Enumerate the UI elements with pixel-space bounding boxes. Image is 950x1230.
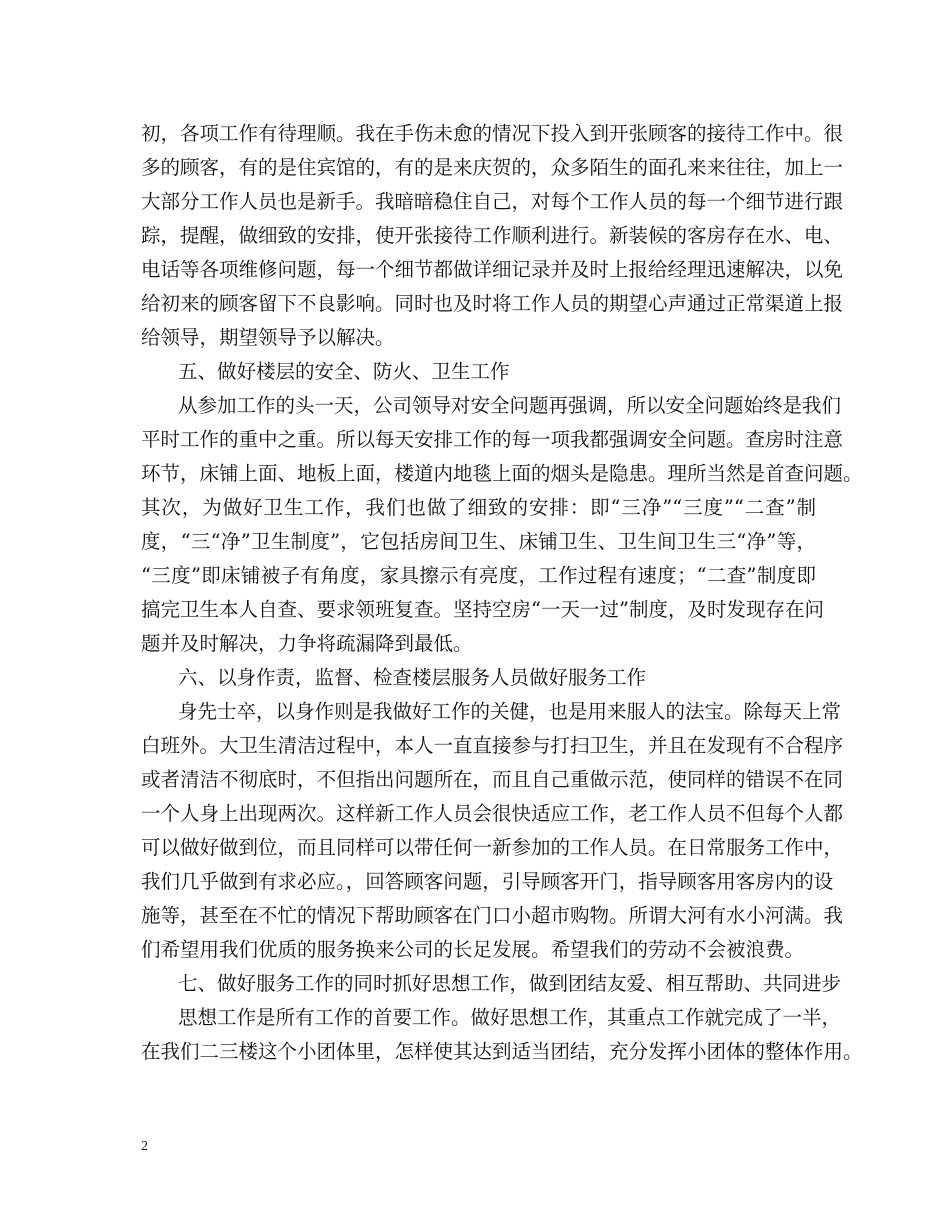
text-line: “三度”即床铺被子有角度，家具擦示有亮度，工作过程有速度；“二查”制度即 <box>141 564 816 587</box>
text-line: 给领导，期望领导予以解决。 <box>141 326 395 349</box>
text-line: 从参加工作的头一天，公司领导对安全问题再强调，所以安全问题始终是我们 <box>178 394 842 417</box>
text-line: 踪，提醒，做细致的安排，使开张接待工作顺利进行。新装候的客房存在水、电、 <box>141 224 844 247</box>
text-line: 身先士卒，以身作则是我做好工作的关健，也是用来服人的法宝。除每天上常 <box>178 700 842 723</box>
section-heading: 六、以身作责，监督、检查楼层服务人员做好服务工作 <box>178 666 647 689</box>
section-heading: 五、做好楼层的安全、防火、卫生工作 <box>178 360 510 383</box>
text-line: 搞完卫生本人自查、要求领班复查。坚持空房“一天一过”制度，及时发现存在问 <box>141 598 824 621</box>
text-line: 一个人身上出现两次。这样新工作人员会很快适应工作，老工作人员不但每个人都 <box>141 802 844 825</box>
text-line: 电话等各项维修问题，每一个细节都做详细记录并及时上报给经理迅速解决，以免 <box>141 258 844 281</box>
text-line: 们希望用我们优质的服务换来公司的长足发展。希望我们的劳动不会被浪费。 <box>141 938 805 961</box>
text-line: 在我们二三楼这个小团体里，怎样使其达到适当团结，充分发挥小团体的整体作用。 <box>141 1040 863 1063</box>
text-line: 施等，甚至在不忙的情况下帮助顾客在门口小超市购物。所谓大河有水小河满。我 <box>141 904 844 927</box>
text-line: 度，“三“净”卫生制度”，它包括房间卫生、床铺卫生、卫生间卫生三“净”等， <box>141 530 816 553</box>
page-number: 2 <box>141 1139 148 1154</box>
text-line: 大部分工作人员也是新手。我暗暗稳住自己，对每个工作人员的每一个细节进行跟 <box>141 190 844 213</box>
text-line: 其次，为做好卫生工作，我们也做了细致的安排：即“三净”“三度”“二查”制 <box>141 496 816 519</box>
text-line: 平时工作的重中之重。所以每天安排工作的每一项我都强调安全问题。查房时注意 <box>141 428 844 451</box>
text-line: 可以做好做到位，而且同样可以带任何一新参加的工作人员。在日常服务工作中， <box>141 836 844 859</box>
text-line: 白班外。大卫生清洁过程中，本人一直直接参与打扫卫生，并且在发现有不合程序 <box>141 734 844 757</box>
text-line: 环节，床铺上面、地板上面，楼道内地毯上面的烟头是隐患。理所当然是首查问题。 <box>141 462 863 485</box>
text-line: 题并及时解决，力争将疏漏降到最低。 <box>141 632 473 655</box>
text-line: 思想工作是所有工作的首要工作。做好思想工作，其重点工作就完成了一半， <box>178 1006 842 1029</box>
text-line: 给初来的顾客留下不良影响。同时也及时将工作人员的期望心声通过正常渠道上报 <box>141 292 844 315</box>
section-heading: 七、做好服务工作的同时抓好思想工作，做到团结友爱、相互帮助、共同进步 <box>178 972 842 995</box>
text-line: 我们几乎做到有求必应。，回答顾客问题，引导顾客开门，指导顾客用客房内的设 <box>141 870 834 893</box>
text-line: 或者清洁不彻底时，不但指出问题所在，而且自己重做示范，使同样的错误不在同 <box>141 768 844 791</box>
text-line: 初，各项工作有待理顺。我在手伤未愈的情况下投入到开张顾客的接待工作中。很 <box>141 122 844 145</box>
text-line: 多的顾客，有的是住宾馆的，有的是来庆贺的，众多陌生的面孔来来往往，加上一 <box>141 156 844 179</box>
